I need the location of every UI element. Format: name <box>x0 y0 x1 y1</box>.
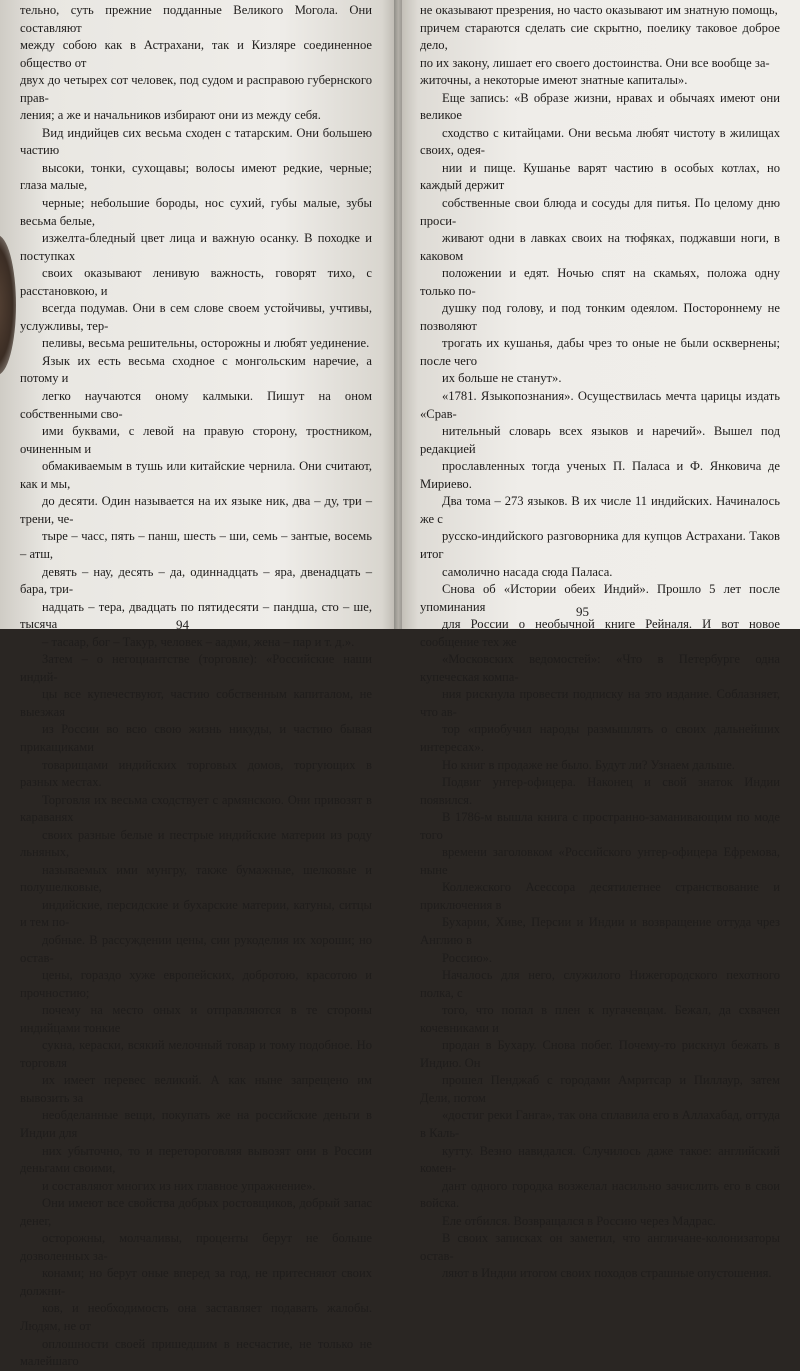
right-page-text <box>420 2 780 1283</box>
text-line: Еле отбился. Возвращался в Россию через Мадрас. <box>442 1213 716 1228</box>
text-line: «1781. Языкопознания». Осуществилась мечта царицы издать «Срав- <box>420 389 780 421</box>
paragraph <box>20 651 372 1195</box>
text-line: – тасаар, бог – Такур, человек – аадми, жена – пар и т. д.». <box>42 634 355 649</box>
left-page <box>0 0 398 1369</box>
text-line: изжелта-бледный цвет лица и важную осанку. В походке и поступках <box>20 231 372 263</box>
text-line: необделанные вещи, покупать же на российские деньги в Индии для <box>20 1108 372 1140</box>
text-line: черные; небольшие бороды, нос сухий, губы малые, зубы весьма белые, <box>20 196 372 228</box>
paragraph <box>420 581 780 756</box>
text-line: собственные свои блюда и сосуды для питья. По целому дню проси- <box>420 196 780 228</box>
text-line: Снова об «Истории обеих Индий». Прошло 5 лет после упоминания <box>420 582 780 614</box>
text-line: называемых ими мунгру, также бумажные, шелковые и полушелковые, <box>20 862 372 895</box>
text-line: Коллежского Асессора десятилетнее странствование и приключения в <box>420 880 780 912</box>
text-line: цены, гораздо хуже европейских, добротою, красотою и прочностию; <box>20 968 372 1000</box>
text-line: для России о необычной книге Рейналя. И вот новое сообщение тех же <box>420 617 780 649</box>
text-line: индийские, персидские и бухарские материи, катуны, ситцы и тем по- <box>20 897 372 930</box>
text-line: пеливы, весьма решительны, осторожны и любят уединение. <box>42 336 370 351</box>
book-gutter <box>394 0 402 629</box>
right-page-number: 95 <box>576 604 589 619</box>
text-line: по их закону, лишает его своего достоинства. Они все вообще за- <box>420 55 770 70</box>
text-line: из России во всю свою жизнь никуды, и частию бывая прикащиками <box>20 722 372 754</box>
text-line: Два тома – 273 языков. В их числе 11 индийских. Начиналось же с <box>420 494 780 526</box>
text-line: цы все купечествуют, частию собственным капиталом, не выезжая <box>20 687 372 719</box>
text-line: надцать – тера, двадцать по пятидесяти – пандша, сто – ше, тысяча <box>20 599 372 632</box>
paragraph <box>420 90 780 388</box>
paragraph <box>20 2 372 125</box>
text-line: не оказывают презрения, но часто оказывают им знатную помощь, <box>420 3 778 17</box>
text-line: Бухарии, Хиве, Персии и Индии и возвращение оттуда чрез Англию в <box>420 915 780 947</box>
text-line: душку под голову, и под тонким одеялом. Постороннему не позволяют <box>420 301 780 333</box>
paragraph <box>420 967 780 1230</box>
text-line: Но книг в продаже не было. Будут ли? Узнаем дальше. <box>442 757 735 772</box>
text-line: тыре – часс, пять – панш, шесть – ши, семь – зантые, восемь – атш, <box>20 529 372 561</box>
text-line: «Московских ведомостей»: «Что в Петербурге одна купеческая компа- <box>420 652 780 684</box>
text-line: прославленных тогда ученых П. Палаcа и Ф. Янковича де Мириево. <box>420 459 780 491</box>
right-page <box>398 0 800 1281</box>
text-line: ими буквами, с левой на правую сторону, тростником, очиненным и <box>20 424 372 456</box>
left-page-number: 94 <box>176 617 189 632</box>
text-line: времени заголовком «Российского унтер-офицера Ефремова, ныне <box>420 845 780 877</box>
text-line: легко научаются оному калмыки. Пишут на оном собственными сво- <box>20 389 372 421</box>
text-line: продан в Бухару. Снова побег. Почему-то рискнул бежать в Индию. Он <box>420 1038 780 1070</box>
left-page-text <box>20 2 372 1371</box>
text-line: положении и едят. Ночью спят на скамьях, положа одну только по- <box>420 266 780 298</box>
text-line: них убыточно, то и перетороговляя вывозят они в России деньгами своими, <box>20 1143 372 1176</box>
text-line: конами; но берут оные вперед за год, не притесняют своих должни- <box>20 1266 372 1298</box>
text-line: осторожны, молчаливы, проценты берут не больше дозволенных за- <box>20 1231 372 1263</box>
text-line: В 1786-м вышла книга с пространно-заманивающим по моде того <box>420 810 780 842</box>
text-line: тельно, суть прежние подданные Великого Могола. Они составляют <box>20 3 372 35</box>
text-line: их больше не станут». <box>442 371 562 386</box>
text-line: до десяти. Один называется на их языке ник, два – ду, три – трени, че- <box>20 494 372 526</box>
text-line: «достиг реки Ганга», так она сплавила его в Аллахабад, оттуда в Каль- <box>420 1108 780 1140</box>
text-line: всегда подумав. Они в сем слове своем устойчивы, учтивы, услужливы, тер- <box>20 301 372 333</box>
text-line: между собою как в Астрахани, так и Кизляре соединенное общество от <box>20 38 372 70</box>
text-line: русско-индийского разговорника для купцов Астрахани. Таков итог <box>420 529 780 561</box>
text-line: причем стараются сделать сие скрытно, поелику таковое доброе дело, <box>420 20 780 53</box>
text-line: ния рискнула провести подписку на это издание. Соблазняет, что ав- <box>420 687 780 719</box>
text-line: того, что попал в плен к пугачевцам. Бежал, да схвачен кочевниками и <box>420 1003 780 1035</box>
text-line: житочны, а некоторые имеют знатные капиталы». <box>420 73 688 88</box>
text-line: дант одного городка возжелал насильно зачислить его в свои войска. <box>420 1178 780 1211</box>
text-line: их имеет перевес великий. А как ныне запрещено им вывозить за <box>20 1073 372 1105</box>
text-line: ления; а же и начальников избирают они из между себя. <box>20 108 321 123</box>
text-line: девять – нау, десять – да, одиннадцать – яра, двенадцать – бара, три- <box>20 564 372 597</box>
text-line: товарищами индийских торговых домов, торгующих в разных местах. <box>20 757 372 790</box>
text-line: своих оказывают ленивую важность, говорят тихо, с расстановкою, и <box>20 266 372 298</box>
text-line: Подвиг унтер-офицера. Наконец и свой знаток Индии появился. <box>420 775 780 807</box>
text-line: высоки, тонки, сухощавы; волосы имеют редкие, черные; глаза малые, <box>20 160 372 193</box>
text-line: Они имеют все свойства добрых ростовщиков, добрый запас денег, <box>20 1196 372 1228</box>
text-line: и составляют многих из них главное упражнение». <box>42 1178 316 1193</box>
text-line: самолично насада сюда Паласа. <box>442 564 613 579</box>
text-line: оплошности своей пришедшим в несчастие, не только не малейшаго <box>20 1336 372 1369</box>
text-line: живают одни в лавках своих на тюфяках, поджавши ноги, в каковом <box>420 231 780 263</box>
text-line: сукна, кераски, всякий мелочный товар и тому подобное. Но торговля <box>20 1038 372 1070</box>
text-line: почему на место оных и отправляются в те стороны индийцами тонкие <box>20 1003 372 1035</box>
paragraph <box>20 353 372 651</box>
text-line: своих разные белые и пестрые индийские материи из роду льняных, <box>20 827 372 860</box>
text-line: Еще запись: «В образе жизни, нравах и обычаях имеют они великое <box>420 90 780 123</box>
paragraph <box>420 2 780 90</box>
paragraph <box>20 1195 372 1370</box>
text-line: прошел Пенджаб с городами Амритсар и Пиллаур, затем Дели, потом <box>420 1073 780 1105</box>
text-line: кутту. Везно навидался. Случилось даже такое: английский комен- <box>420 1143 780 1176</box>
text-line: трогать их кушанья, дабы чрез то оные не были осквернены; после чего <box>420 336 780 368</box>
text-line: ляют в Индии итогом своих походов страшные опустошения. <box>442 1266 772 1281</box>
text-line: добные. В рассуждении цены, сии рукоделия их хороши; но остав- <box>20 932 372 965</box>
text-line: ков, и необходимость она заставляет подавать жалобы. Людям, не от <box>20 1301 372 1334</box>
thumb-shadow <box>0 235 16 375</box>
paragraph <box>420 774 780 967</box>
text-line: обмакиваемым в тушь или китайские чернила. Они считают, как и мы, <box>20 459 372 491</box>
text-line: Вид индийцев сих весьма сходен с татарским. Они большею частию <box>20 125 372 158</box>
paragraph <box>420 757 780 775</box>
paragraph <box>20 125 372 353</box>
text-line: сходство с китайцами. Они весьма любят чистоту в жилищах своих, одея- <box>420 125 780 158</box>
paragraph <box>420 388 780 581</box>
text-line: Затем – о негоциантстве (торговле): «Российские наши индий- <box>20 652 372 684</box>
text-line: двух до четырех сот человек, под судом и расправою губернского прав- <box>20 73 372 105</box>
text-line: В своих записках он заметил, что англичане-колонизаторы остав- <box>420 1231 780 1263</box>
text-line: Язык их есть весьма сходное с монгольским наречие, а потому и <box>20 353 372 386</box>
text-line: Началось для него, служилого Нижегородского пехотного полка, с <box>420 968 780 1000</box>
text-line: нительный словарь всех языков и наречий». Вышел под редакцией <box>420 424 780 456</box>
text-line: Торговля их весьма сходствует с армянскою. Они привозят в караванях <box>20 792 372 825</box>
text-line: нии и пище. Кушанье варят частию в особых котлах, но каждый держит <box>420 160 780 193</box>
paragraph <box>420 1230 780 1283</box>
text-line: тор «приобучил народы размышлять о своих дальнейших интересах». <box>420 722 780 754</box>
text-line: Россию». <box>442 950 493 965</box>
